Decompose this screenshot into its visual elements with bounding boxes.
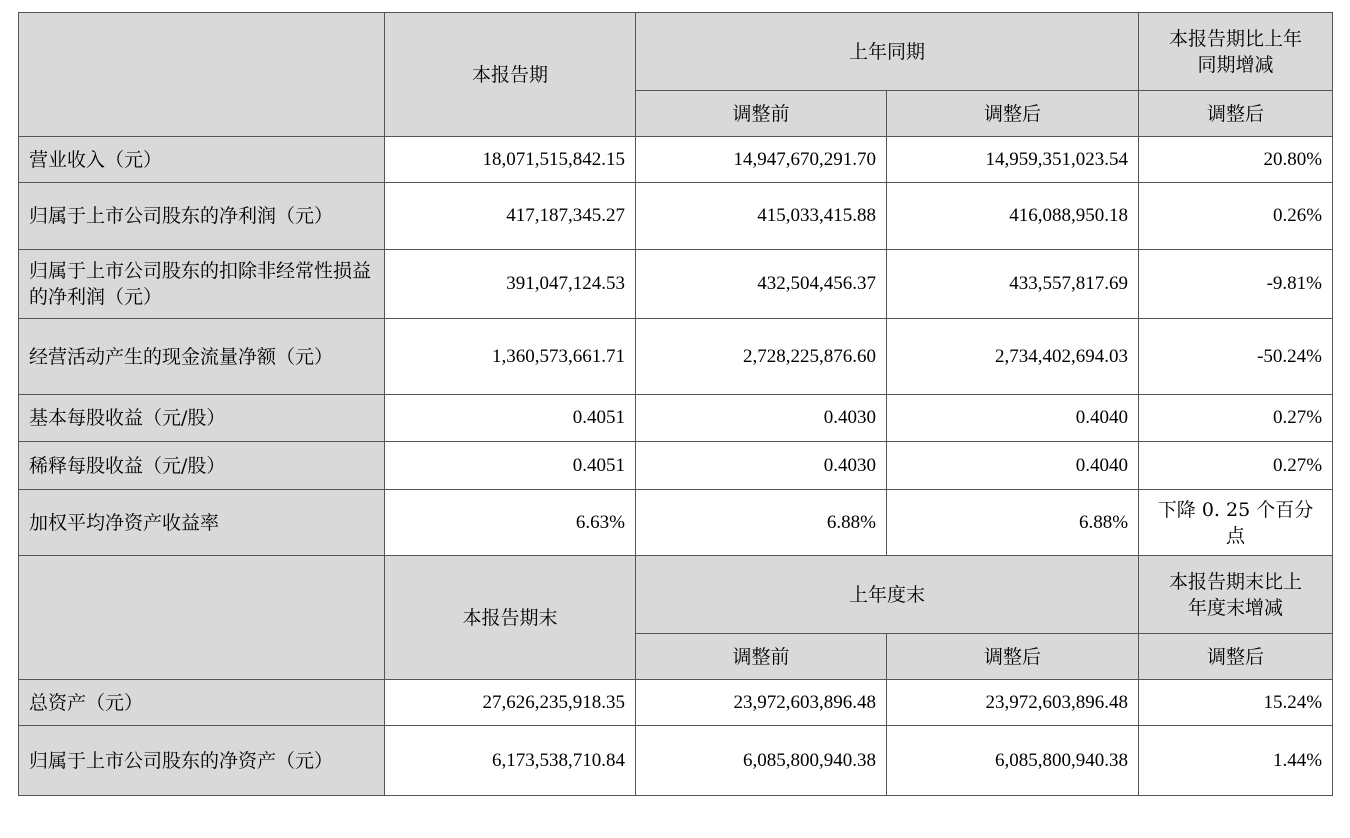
row-label: 总资产（元）: [19, 680, 385, 726]
header-before-adjustment: 调整前: [636, 91, 887, 137]
header-row-1: [19, 13, 1333, 91]
row-label: 基本每股收益（元/股）: [19, 395, 385, 442]
header-blank-cell: [19, 556, 385, 680]
header-change: 本报告期末比上年度末增减: [1139, 556, 1333, 634]
cell-change: 1.44%: [1139, 726, 1333, 796]
header-blank-cell: [19, 13, 385, 137]
row-label: 归属于上市公司股东的扣除非经常性损益的净利润（元）: [19, 250, 385, 319]
cell-before: 0.4030: [636, 395, 887, 442]
cell-current: 391,047,124.53: [385, 250, 636, 319]
cell-change: 0.26%: [1139, 183, 1333, 250]
cell-current: 27,626,235,918.35: [385, 680, 636, 726]
row-label: 加权平均净资产收益率: [19, 490, 385, 556]
cell-change: 0.27%: [1139, 442, 1333, 490]
cell-after: 416,088,950.18: [887, 183, 1139, 250]
header-change: 本报告期比上年同期增减: [1139, 13, 1333, 91]
header-after-adjustment: 调整后: [887, 634, 1139, 680]
cell-after: 6.88%: [887, 490, 1139, 556]
cell-change: 20.80%: [1139, 137, 1333, 183]
header-current-period: 本报告期: [385, 13, 636, 137]
row-label: 经营活动产生的现金流量净额（元）: [19, 319, 385, 395]
row-label: 归属于上市公司股东的净资产（元）: [19, 726, 385, 796]
cell-after: 23,972,603,896.48: [887, 680, 1139, 726]
row-label: 稀释每股收益（元/股）: [19, 442, 385, 490]
table-row-roe: [19, 490, 1333, 556]
header-change-after-adjustment: 调整后: [1139, 634, 1333, 680]
cell-current: 1,360,573,661.71: [385, 319, 636, 395]
cell-before: 432,504,456.37: [636, 250, 887, 319]
cell-current: 6.63%: [385, 490, 636, 556]
cell-change: -50.24%: [1139, 319, 1333, 395]
cell-before: 415,033,415.88: [636, 183, 887, 250]
table-row-operating-cash-flow: [19, 319, 1333, 395]
row-label: 营业收入（元）: [19, 137, 385, 183]
cell-after: 0.4040: [887, 395, 1139, 442]
cell-before: 2,728,225,876.60: [636, 319, 887, 395]
financial-data-table: [18, 12, 1333, 796]
row-label: 归属于上市公司股东的净利润（元）: [19, 183, 385, 250]
table-row-total-assets: [19, 680, 1333, 726]
table-row-net-assets: [19, 726, 1333, 796]
header-prior-period: 上年同期: [636, 13, 1139, 91]
header-prior-year-end: 上年度末: [636, 556, 1139, 634]
cell-before: 23,972,603,896.48: [636, 680, 887, 726]
cell-change: 下降 0. 25 个百分点: [1139, 490, 1333, 556]
cell-before: 6.88%: [636, 490, 887, 556]
cell-current: 18,071,515,842.15: [385, 137, 636, 183]
cell-before: 14,947,670,291.70: [636, 137, 887, 183]
cell-current: 417,187,345.27: [385, 183, 636, 250]
cell-after: 0.4040: [887, 442, 1139, 490]
cell-before: 6,085,800,940.38: [636, 726, 887, 796]
cell-current: 6,173,538,710.84: [385, 726, 636, 796]
cell-change: 15.24%: [1139, 680, 1333, 726]
cell-before: 0.4030: [636, 442, 887, 490]
cell-after: 14,959,351,023.54: [887, 137, 1139, 183]
table-row-revenue: [19, 137, 1333, 183]
cell-change: -9.81%: [1139, 250, 1333, 319]
header-change-after-adjustment: 调整后: [1139, 91, 1333, 137]
cell-current: 0.4051: [385, 395, 636, 442]
table-row-basic-eps: [19, 395, 1333, 442]
table-row-net-profit-excl: [19, 250, 1333, 319]
cell-after: 2,734,402,694.03: [887, 319, 1139, 395]
cell-after: 6,085,800,940.38: [887, 726, 1139, 796]
header-current-period-end: 本报告期末: [385, 556, 636, 680]
cell-after: 433,557,817.69: [887, 250, 1139, 319]
header-before-adjustment: 调整前: [636, 634, 887, 680]
table-row-diluted-eps: [19, 442, 1333, 490]
header-after-adjustment: 调整后: [887, 91, 1139, 137]
header-row-3: [19, 556, 1333, 634]
table-row-net-profit: [19, 183, 1333, 250]
cell-change: 0.27%: [1139, 395, 1333, 442]
cell-current: 0.4051: [385, 442, 636, 490]
